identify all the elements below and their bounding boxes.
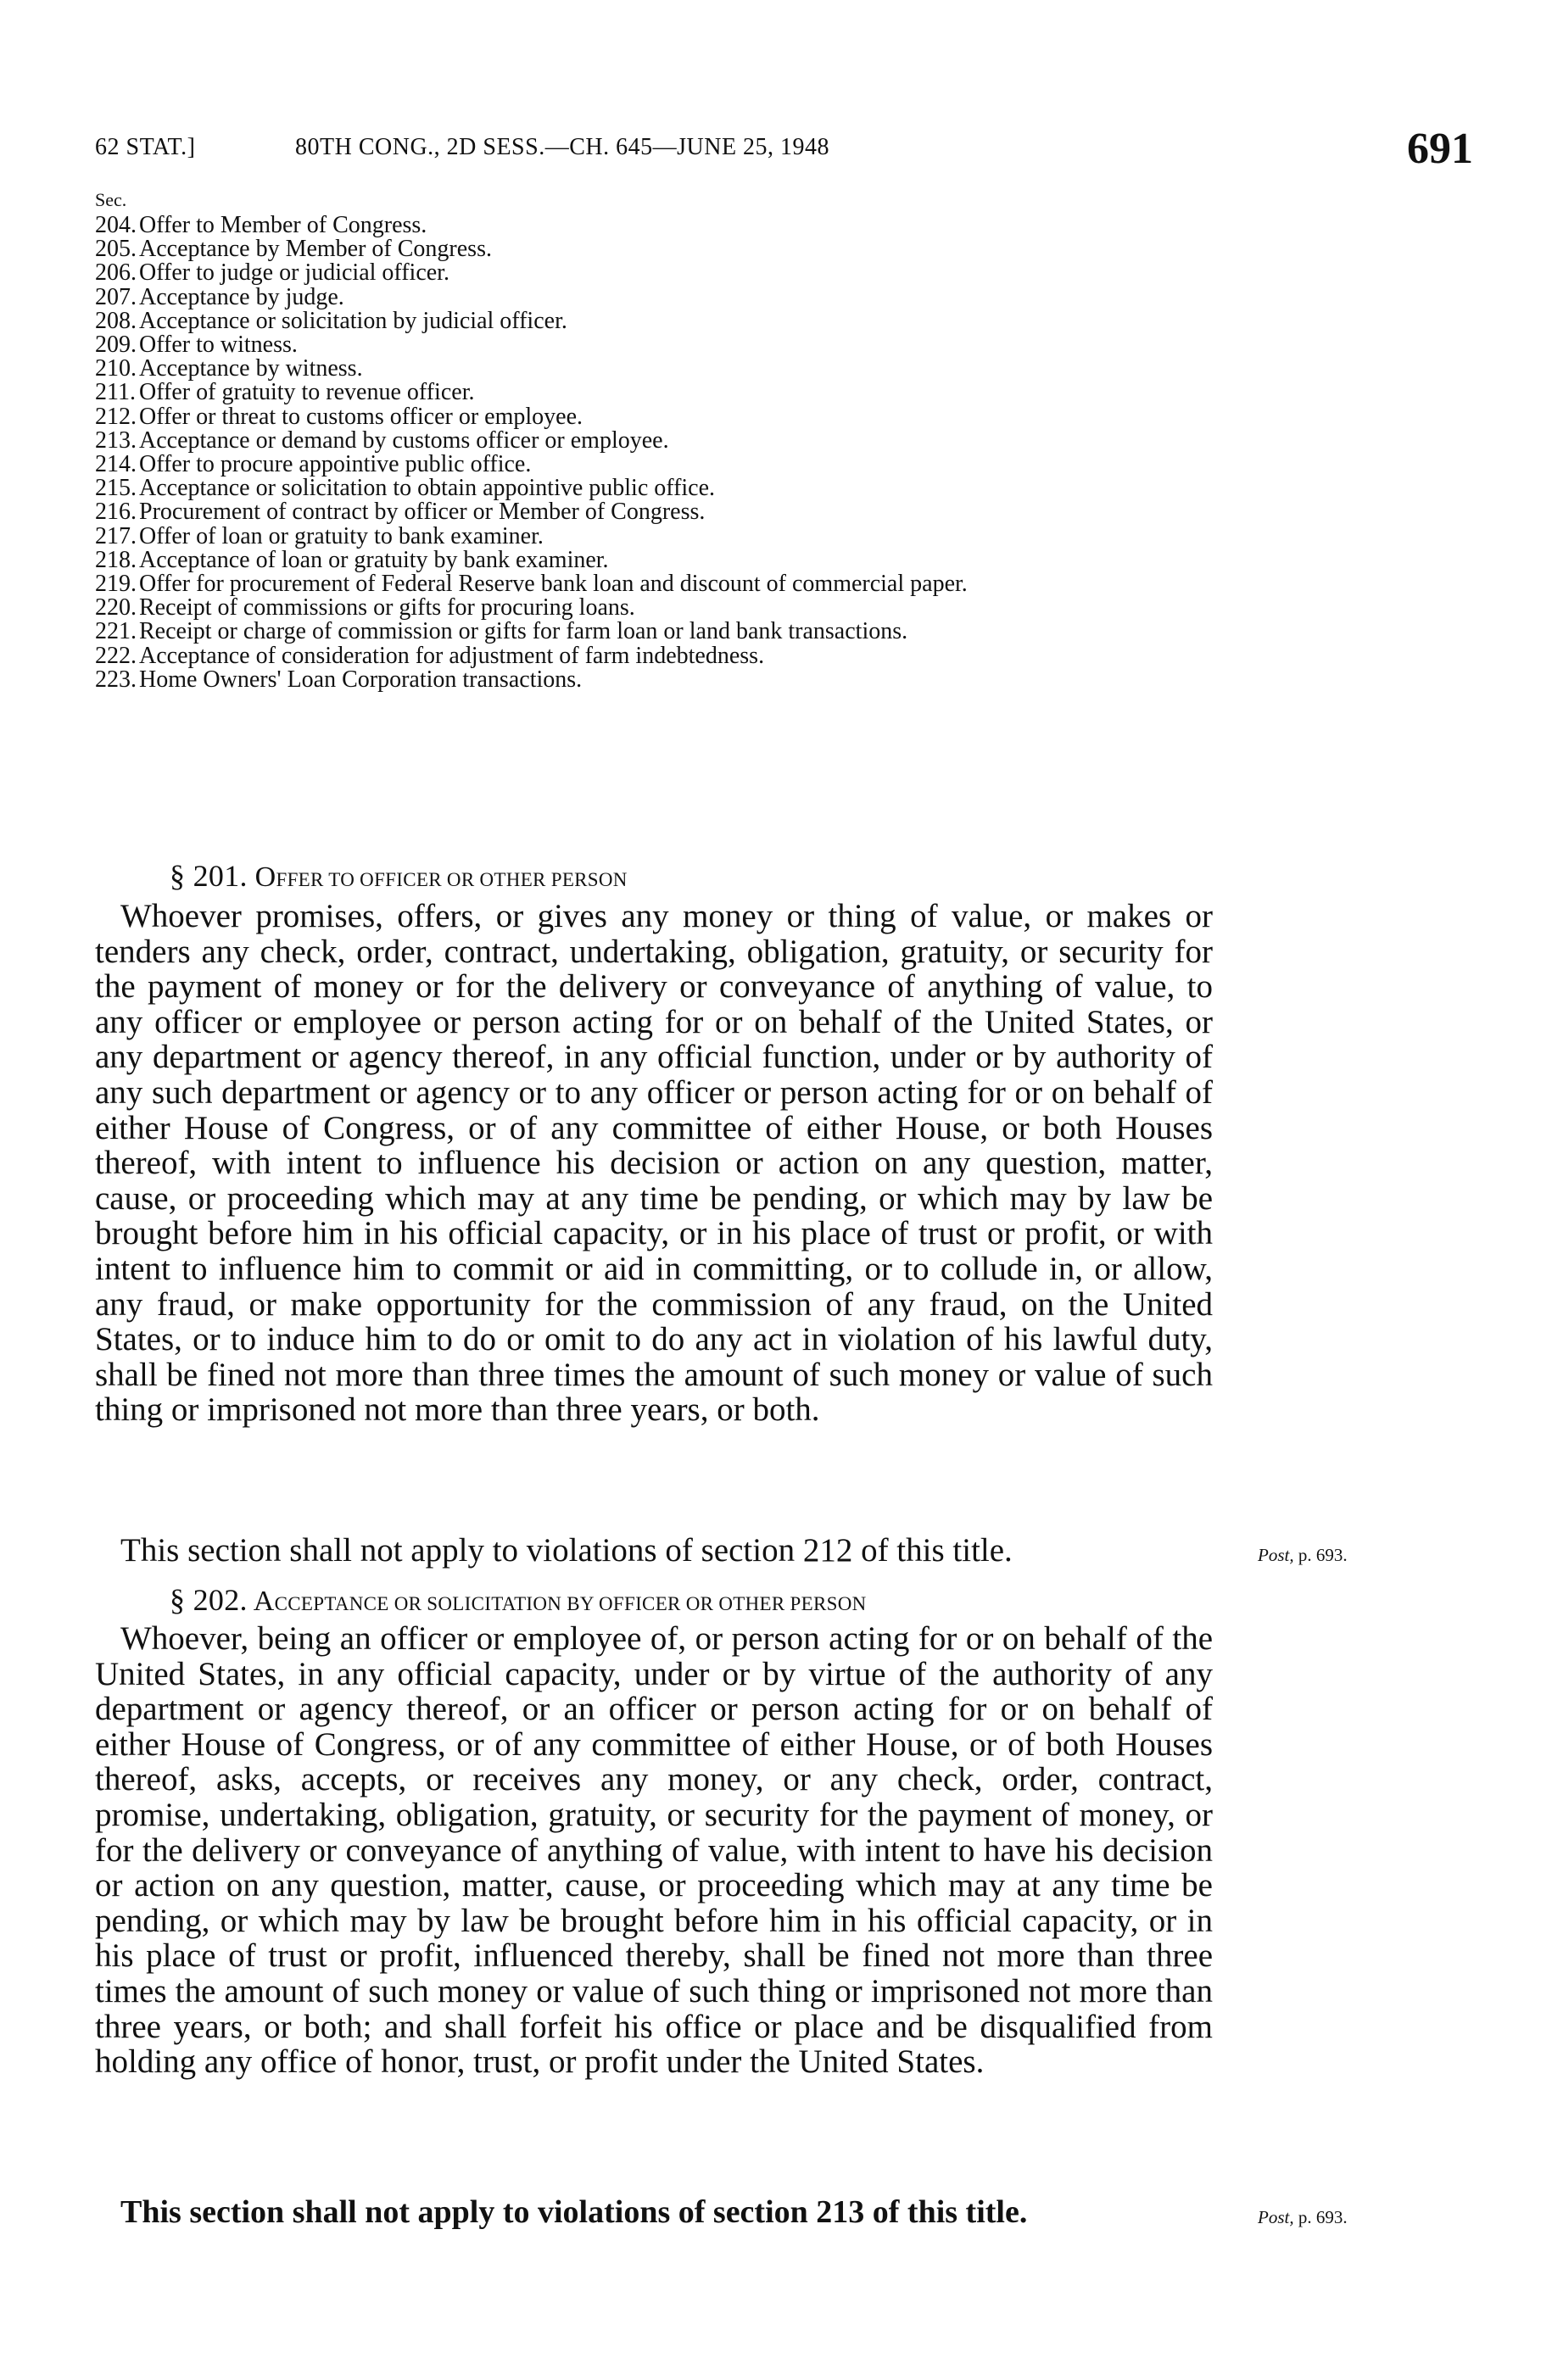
toc-entry-number: 215.: [95, 475, 137, 502]
toc-entry-text: Acceptance by judge.: [139, 283, 344, 310]
toc-entry-number: 208.: [95, 307, 137, 334]
section-202-number: § 202.: [170, 1583, 248, 1617]
toc-entry: [95, 357, 1214, 381]
page-number: 691: [1407, 125, 1473, 173]
toc-entry-text: Offer to Member of Congress.: [139, 212, 427, 238]
toc-entry-text: Acceptance by witness.: [139, 355, 363, 382]
toc-entry-text: Receipt or charge of commission or gifts for farm loan or land bank transactions.: [139, 618, 908, 645]
toc-entry: [95, 261, 1214, 285]
section-201-body: Whoever promises, offers, or gives any money or thing of value, or makes or tenders any check, order, contract, undertaking, obligation, gratuity, or security for the payment of money or for the delivery or conveyance of anything of value, to any officer or employee or person acting for or on behalf of the United States, or any department or agency thereof, in any official function, under or by authority of any such department or agency or to any officer or person acting for or on behalf of either House of Congress, or of any committee of either House, or both Houses thereof, with intent to influence his decision or action on any question, matter, cause, or proceeding which may at any time be pending, or which may by law be brought before him in his official capacity, or in his place of trust or profit, or with intent to influence him to commit or aid in committing, or to collude in, or allow, any fraud, or make opportunity for the commission of any fraud, on the United States, or to induce him to do or omit to do any act in violation of his lawful duty, shall be fined not more than three times the amount of such money or value of such thing or imprisoned not more than three years, or both.: [95, 898, 1213, 1429]
toc-entry-number: 217.: [95, 522, 137, 549]
toc-entry: [95, 214, 1214, 237]
toc-entry-text: Home Owners' Loan Corporation transactions.: [139, 666, 583, 693]
toc-entry-number: 207.: [95, 283, 137, 310]
toc-entry: [95, 572, 1214, 596]
toc-entry-number: 221.: [95, 618, 137, 645]
toc-entry: [95, 620, 1214, 644]
toc-entry-text: Receipt of commissions or gifts for procuring loans.: [139, 594, 635, 621]
section-201-note: This section shall not apply to violations of section 212 of this title.: [120, 1532, 1013, 1569]
statute-volume-label: 62 STAT.]: [95, 134, 196, 160]
toc-entry-number: 211.: [95, 379, 136, 406]
section-201-heading-text: FFER TO OFFICER OR OTHER PERSON: [276, 869, 628, 890]
toc-entry-text: Acceptance or solicitation by judicial officer.: [139, 307, 567, 334]
toc-entry-number: 205.: [95, 236, 137, 263]
section-202-note: This section shall not apply to violations of section 213 of this title.: [120, 2194, 1028, 2230]
toc-entry: [95, 453, 1214, 477]
toc-entry-text: Offer to witness.: [139, 332, 298, 359]
toc-entry: [95, 546, 1214, 573]
toc-entry-text: Acceptance of consideration for adjustment of farm indebtedness.: [139, 642, 765, 669]
section-202-heading: [170, 1582, 867, 1618]
section-202-heading-initial: A: [253, 1586, 275, 1617]
toc-entry-number: 213.: [95, 426, 137, 454]
toc-entry-number: 214.: [95, 451, 137, 478]
section-202-margin-post: Post,: [1258, 2207, 1294, 2227]
toc-entry-number: 216.: [95, 499, 137, 526]
section-201-margin-post: Post,: [1258, 1545, 1294, 1565]
toc-entry-text: Procurement of contract by officer or Member of Congress.: [139, 499, 706, 526]
toc-entry-number: 218.: [95, 546, 137, 573]
toc-entry-number: 204.: [95, 212, 137, 238]
section-201-heading: [170, 858, 628, 894]
toc-entry-text: Acceptance by Member of Congress.: [139, 236, 492, 263]
toc-entry-number: 212.: [95, 403, 137, 430]
toc-entry-text: Offer to judge or judicial officer.: [139, 259, 449, 287]
toc-entry: [95, 522, 1214, 549]
section-202-margin-ref: p. 693.: [1298, 2207, 1348, 2227]
toc-entry: [95, 381, 1214, 404]
toc-entry-number: 219.: [95, 571, 137, 598]
toc-entry-text: Offer or threat to customs officer or employee.: [139, 403, 583, 430]
section-202-heading-text: CCEPTANCE OR SOLICITATION BY OFFICER OR OTHER PERSON: [274, 1593, 867, 1614]
toc-entry: [95, 237, 1214, 261]
toc-entry-number: 210.: [95, 355, 137, 382]
toc-entry-number: 222.: [95, 642, 137, 669]
toc-entry: [95, 309, 1214, 333]
section-202-margin-note: [1258, 2207, 1348, 2228]
page-header: [95, 127, 1473, 178]
section-202-body: Whoever, being an officer or employee of, or person acting for or on behalf of the United States, in any official capacity, under or by virtue of the authority of any department or agency thereof, or an officer or person acting for or on behalf of either House of Congress, or of any committee of either House, or of both Houses thereof, asks, accepts, or receives any money, or any check, order, contract, promise, undertaking, obligation, gratuity, or security for the payment of money, or for the delivery or conveyance of anything of value, with intent to have his decision or action on any question, matter, cause, or proceeding which may at any time be pending, or which may by law be brought before him in his official capacity, or in his place of trust or profit, influenced thereby, shall be fined not more than three times the amount of such money or value of such thing or imprisoned not more than three years, or both; and shall forfeit his office or place and be disqualified from holding any office of honor, trust, or profit under the United States.: [95, 1620, 1213, 2081]
toc-entry: [95, 668, 1214, 692]
toc-entry-number: 206.: [95, 259, 137, 287]
toc-entry: [95, 644, 1214, 668]
toc-entry: [95, 426, 1214, 454]
toc-entry-number: 223.: [95, 666, 137, 693]
toc-sec-label: Sec.: [95, 189, 127, 210]
section-201-margin-note: [1258, 1545, 1348, 1566]
toc-entry: [95, 477, 1214, 500]
toc-entry-text: Offer of gratuity to revenue officer.: [139, 379, 475, 406]
toc-entry-number: 209.: [95, 332, 137, 359]
section-list: [95, 214, 1214, 692]
toc-entry-text: Acceptance of loan or gratuity by bank examiner.: [139, 546, 609, 573]
toc-entry: [95, 596, 1214, 620]
toc-entry-text: Offer of loan or gratuity to bank examiner.: [139, 522, 544, 549]
toc-entry-text: Acceptance or solicitation to obtain appointive public office.: [139, 475, 716, 502]
toc-entry-text: Offer to procure appointive public office.: [139, 451, 532, 478]
toc-entry-text: Acceptance or demand by customs officer or employee.: [139, 426, 669, 454]
section-201-number: § 201.: [170, 859, 248, 893]
toc-entry: [95, 405, 1214, 429]
section-201-heading-initial: O: [254, 861, 276, 893]
toc-entry-number: 220.: [95, 594, 137, 621]
section-201-margin-ref: p. 693.: [1298, 1545, 1348, 1565]
toc-entry: [95, 283, 1214, 310]
toc-entry: [95, 500, 1214, 524]
toc-entry: [95, 333, 1214, 357]
toc-entry-text: Offer for procurement of Federal Reserve bank loan and discount of commercial paper.: [139, 571, 968, 598]
running-title: 80TH CONG., 2D SESS.—CH. 645—JUNE 25, 1948: [295, 134, 830, 160]
